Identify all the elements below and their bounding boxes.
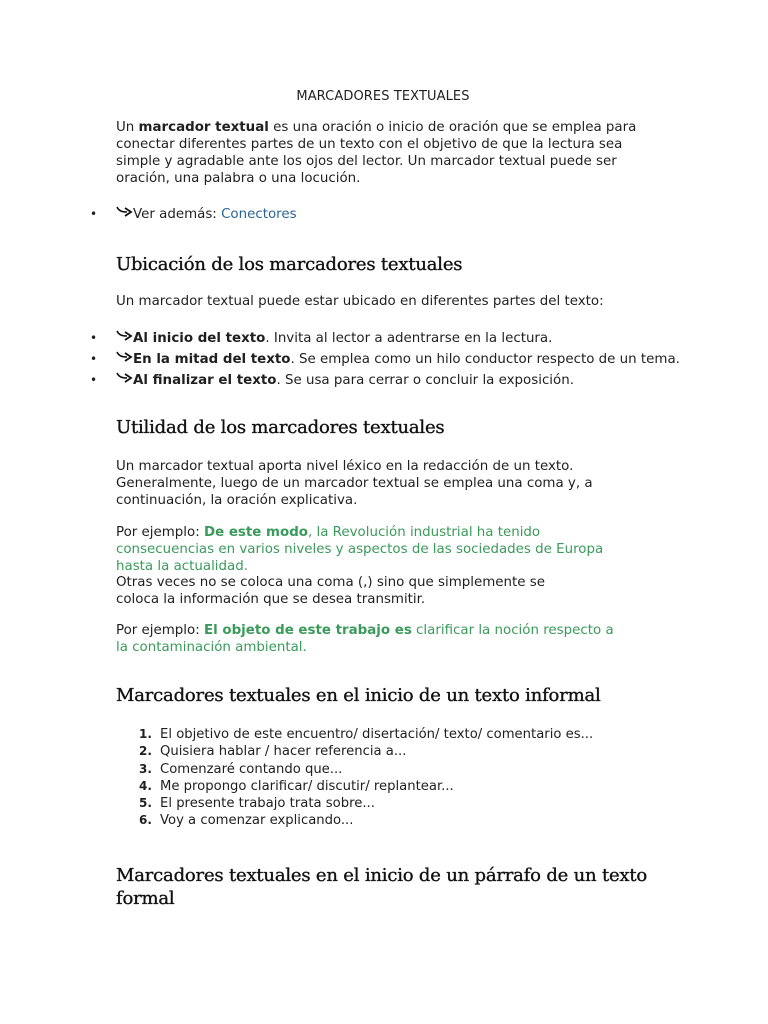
see-also-list <box>90 204 676 225</box>
example-1 <box>116 524 641 575</box>
example-2 <box>116 622 616 656</box>
example-text: clarificar la noción respecto a la contaminación ambiental. <box>116 623 614 655</box>
list-item <box>90 370 676 391</box>
list-item <box>116 726 593 743</box>
ubicacion-list <box>90 328 680 391</box>
list-item <box>90 328 676 349</box>
list-number: 1. <box>139 727 152 741</box>
item-term: Al finalizar el texto <box>133 373 277 388</box>
list-number: 4. <box>139 778 152 793</box>
list-item <box>116 795 593 812</box>
utilidad-paragraph: Un marcador textual aporta nivel léxico en la redacción de un texto. Generalmente, luego de un marcador textual se emplea una coma y, a continuación, la oración explicativa. <box>116 459 593 508</box>
example-prefix: Por ejemplo: <box>116 525 204 540</box>
conectores-link[interactable]: Conectores <box>221 207 297 222</box>
intro-prefix: Un <box>116 120 139 135</box>
list-item <box>116 743 593 760</box>
item-text: . Se usa para cerrar o concluir la exposición. <box>276 373 574 388</box>
example-prefix: Por ejemplo: <box>116 623 204 638</box>
see-also-item <box>90 204 676 225</box>
item-text: Comenzaré contando que... <box>160 761 343 777</box>
intro-paragraph <box>116 119 650 187</box>
intro-rest: es una oración o inicio de oración que se emplea para conectar diferentes partes de un texto con el objetivo de que la lectura sea simple y agradable ante los ojos del lector. Un marcador textual puede ser oración, una palabra o una locución. <box>116 120 637 186</box>
ubicacion-intro: Un marcador textual puede estar ubicado en diferentes partes del texto: <box>116 294 604 309</box>
item-text: . Invita al lector a adentrarse en la lectura. <box>265 331 553 346</box>
item-text: . Se emplea como un hilo conductor respecto de un tema. <box>290 352 680 367</box>
list-item <box>90 349 680 370</box>
list-item <box>116 778 593 795</box>
item-text: Me propongo clarificar/ discutir/ replantear... <box>160 778 454 794</box>
section-heading-ubicacion: Ubicación de los marcadores textuales <box>116 254 463 275</box>
see-also-label: Ver además: <box>133 207 222 222</box>
bullet: • <box>90 331 98 345</box>
list-number: 2. <box>139 744 152 759</box>
list-number: 6. <box>139 813 152 828</box>
section-heading-utilidad: Utilidad de los marcadores textuales <box>116 417 445 438</box>
item-text: Quisiera hablar / hacer referencia a... <box>160 744 407 760</box>
intro-term: marcador textual <box>138 120 269 135</box>
list-number: 5. <box>139 796 152 811</box>
section-heading-formal: Marcadores textuales en el inicio de un párrafo de un texto formal <box>116 865 648 909</box>
example-marker: De este modo <box>203 525 308 540</box>
hooked-arrow-icon <box>116 205 133 219</box>
bullet: • <box>90 373 98 387</box>
document-title: MARCADORES TEXTUALES <box>296 89 470 104</box>
example-text: , la Revolución industrial ha tenido consecuencias en varios niveles y aspectos de las sociedades de Europa hasta la actualidad. <box>116 525 604 574</box>
informal-list <box>116 726 593 830</box>
bullet: • <box>90 207 98 221</box>
hooked-arrow-icon <box>116 329 133 343</box>
item-term: Al inicio del texto <box>133 331 266 346</box>
item-term: En la mitad del texto <box>133 352 291 367</box>
utilidad-paragraph-2: Otras veces no se coloca una coma (,) sino que simplemente se coloca la información que se desea transmitir. <box>116 575 545 607</box>
hooked-arrow-icon <box>116 371 133 385</box>
item-text: El objetivo de este encuentro/ disertación/ texto/ comentario es... <box>160 727 594 742</box>
list-item <box>116 761 593 778</box>
item-text: El presente trabajo trata sobre... <box>160 796 375 812</box>
list-item <box>116 812 593 829</box>
section-heading-informal: Marcadores textuales en el inicio de un texto informal <box>116 685 601 706</box>
hooked-arrow-icon <box>116 350 133 364</box>
example-marker: El objeto de este trabajo es <box>203 623 412 638</box>
bullet: • <box>90 352 98 366</box>
item-text: Voy a comenzar explicando... <box>160 813 354 829</box>
list-number: 3. <box>139 761 152 776</box>
